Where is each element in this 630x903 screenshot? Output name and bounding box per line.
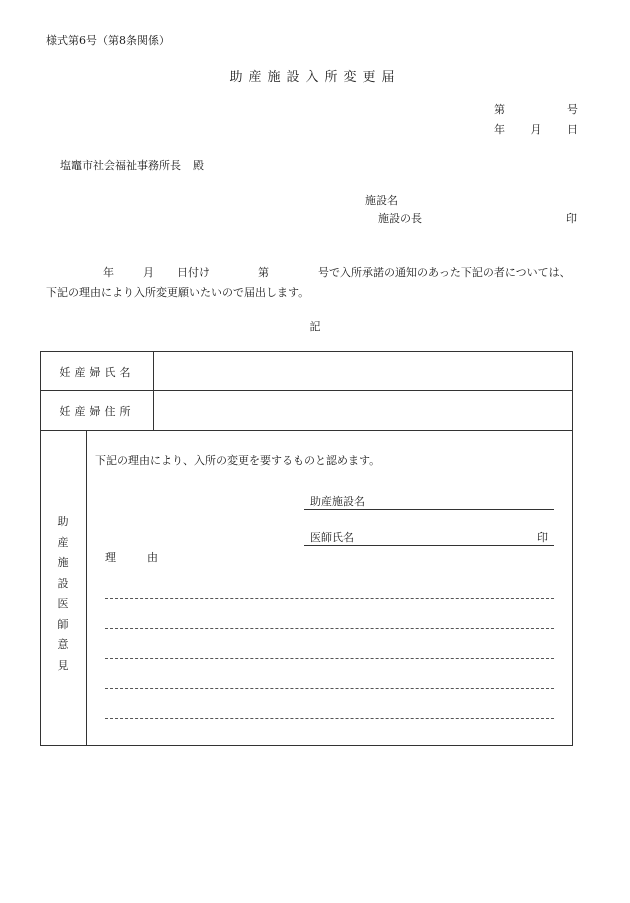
opinion-char: 産 xyxy=(57,535,69,549)
document-number xyxy=(494,101,578,117)
doctor-name-field[interactable] xyxy=(304,529,554,546)
opinion-char: 医 xyxy=(57,597,69,610)
body-line1-tail: 号で入所承諾の通知のあった下記の者については、 xyxy=(318,266,571,279)
reason-label: 理 由 xyxy=(105,551,168,564)
applicant-head-label: 施設の長 xyxy=(378,212,422,225)
pregnant-name-label: 妊産婦氏名 xyxy=(59,366,135,379)
reason-line[interactable] xyxy=(105,598,554,599)
row-divider-2 xyxy=(41,430,572,431)
addressee-honorific: 殿 xyxy=(193,159,204,172)
reason-line[interactable] xyxy=(105,688,554,689)
details-table xyxy=(40,351,573,746)
body-dai: 第 xyxy=(258,266,269,279)
pregnant-address-field[interactable] xyxy=(154,391,572,429)
opinion-char: 施 xyxy=(57,556,69,569)
pregnant-address-label: 妊産婦住所 xyxy=(59,405,135,418)
opinion-char: 設 xyxy=(57,576,69,590)
addressee xyxy=(60,157,204,173)
facility-name-label: 助産施設名 xyxy=(310,495,365,508)
body-month: 月 xyxy=(143,266,154,279)
addressee-name: 塩竈市社会福祉事務所長 xyxy=(60,159,181,172)
opinion-char: 見 xyxy=(57,658,69,672)
body-year: 年 xyxy=(103,266,114,279)
date-day: 日 xyxy=(567,123,578,136)
body-line-2: 下記の理由により入所変更願いたいので届出します。 xyxy=(46,286,310,299)
date-month: 月 xyxy=(530,123,542,136)
number-suffix: 号 xyxy=(567,103,578,116)
opinion-char: 師 xyxy=(57,617,69,631)
opinion-divider xyxy=(86,430,87,746)
opinion-label xyxy=(55,512,71,676)
ki-heading: 記 xyxy=(309,320,321,333)
doctor-name-label: 医師氏名 xyxy=(310,531,354,544)
document-title: 助産施設入所変更届 xyxy=(229,70,401,85)
pregnant-name-field[interactable] xyxy=(154,352,572,390)
opinion-char: 意 xyxy=(57,638,69,651)
reason-line[interactable] xyxy=(105,628,554,629)
number-prefix: 第 xyxy=(494,103,505,116)
document-date xyxy=(494,121,578,137)
reason-line[interactable] xyxy=(105,658,554,659)
doctor-seal: 印 xyxy=(537,531,548,544)
opinion-text: 下記の理由により、入所の変更を要するものと認めます。 xyxy=(95,454,381,467)
date-year: 年 xyxy=(494,123,505,136)
reason-line[interactable] xyxy=(105,718,554,719)
applicant-seal: 印 xyxy=(566,212,577,225)
form-id: 様式第6号（第8条関係） xyxy=(46,34,170,47)
facility-name-field[interactable] xyxy=(304,493,554,510)
opinion-char: 助 xyxy=(57,515,69,528)
applicant-facility-label: 施設名 xyxy=(365,194,398,207)
body-dated: 日付け xyxy=(177,266,210,279)
